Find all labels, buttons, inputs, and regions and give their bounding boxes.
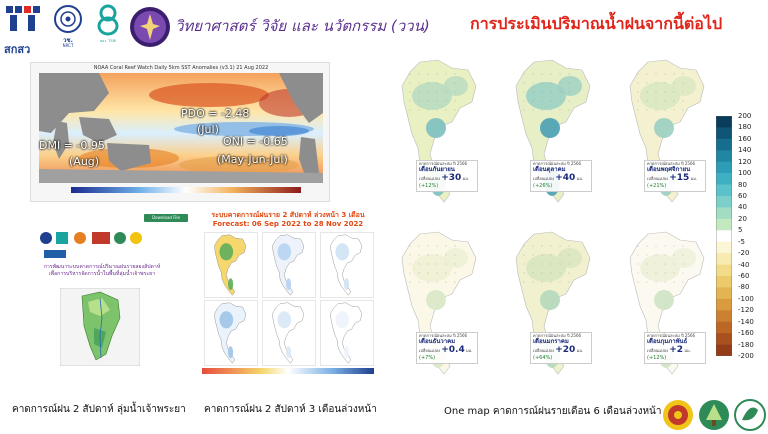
colorbar-swatch — [716, 196, 732, 208]
colorbar-tick-label: 80 — [738, 180, 747, 189]
nrct-logo — [48, 4, 88, 50]
colorbar-tick-label: -80 — [738, 283, 750, 292]
monthly-forecast-legend — [416, 160, 478, 192]
colorbar-tick-label: 160 — [738, 134, 752, 143]
bottom-logos — [662, 398, 766, 432]
legend-change-label: เปลี่ยนแปลง — [647, 348, 668, 354]
nrct-seal-icon — [53, 4, 83, 34]
legend-change-label: เปลี่ยนแปลง — [533, 348, 554, 354]
chao-phraya-basin-map — [60, 288, 140, 366]
caption-left: คาดการณ์ฝน 2 สัปดาห์ ลุ่มน้ำเจ้าพระยา — [12, 404, 186, 415]
legend-percent: (+12%) — [647, 354, 667, 361]
partner-logos — [38, 228, 168, 260]
colorbar-swatch — [716, 230, 732, 242]
legend-percent: (+12%) — [419, 182, 439, 189]
royal-emblem-icon — [663, 400, 693, 430]
legend-percent: (+64%) — [533, 354, 553, 361]
legend-header: คาดการณ์ฝนสะสม ปี 2566 — [647, 333, 696, 338]
two-week-mini-map — [320, 300, 374, 366]
header-logos — [4, 4, 174, 56]
legend-unit: มม. — [576, 348, 584, 354]
colorbar-tick-label: -5 — [738, 237, 745, 246]
two-week-mini-map — [204, 232, 258, 298]
monthly-forecast-legend — [416, 332, 478, 364]
tsri-logo — [4, 4, 42, 56]
colorbar-tick-label: 5 — [738, 226, 743, 235]
colorbar-tick-label: -200 — [738, 352, 754, 360]
colorbar-tick-label: -120 — [738, 306, 754, 315]
colorbar-tick-label: 120 — [738, 157, 752, 166]
caption-mid: คาดการณ์ฝน 2 สัปดาห์ 3 เดือนล่วงหน้า — [204, 404, 377, 415]
nrct-caption: วช. — [63, 37, 73, 44]
ministry-seal-icon — [128, 4, 172, 50]
legend-change-label: เปลี่ยนแปลง — [419, 348, 440, 354]
legend-unit: มม. — [684, 348, 691, 354]
colorbar-tick-label: 180 — [738, 123, 752, 132]
monthly-forecast-legend — [530, 332, 592, 364]
rainfall-colorbar — [716, 116, 732, 356]
legend-month: เดือนมกราคม — [533, 337, 569, 345]
tsri-mark-icon — [4, 4, 42, 38]
legend-unit: มม. — [690, 176, 698, 182]
mini-map-colorbar — [202, 368, 374, 374]
eight-mark-icon — [96, 4, 120, 36]
poster-title — [14, 264, 190, 278]
colorbar-tick-label: 200 — [738, 112, 752, 120]
nrct-sub: NRCT — [62, 43, 74, 48]
tsri-8-caption: สอว. TSRI — [99, 39, 117, 43]
org-abbr: สกสว — [4, 43, 31, 56]
colorbar-tick-label: 140 — [738, 146, 752, 155]
mid-panel-forecast-range: Forecast: 06 Sep 2022 to 28 Nov 2022 — [212, 220, 364, 228]
legend-percent: (+26%) — [533, 182, 553, 189]
colorbar-swatch — [716, 287, 732, 299]
colorbar-swatch — [716, 185, 732, 197]
colorbar-swatch — [716, 162, 732, 174]
poster-title-line2: เพื่อการบริหารจัดการน้ำในพื้นที่ลุ่มน้ำเจ้าพระยา — [48, 270, 156, 277]
monthly-forecast-legend — [530, 160, 592, 192]
tsri-8-logo — [92, 4, 124, 50]
legend-value: +0.4 — [441, 345, 465, 356]
ministry-seal — [128, 4, 172, 50]
colorbar-swatch — [716, 253, 732, 265]
legend-month: เดือนกุมภาพันธ์ — [647, 337, 688, 345]
legend-value: +20 — [555, 345, 576, 356]
slide-title: การประเมินปริมาณน้ำฝนจากนี้ต่อไป — [470, 14, 723, 33]
colorbar-swatch — [716, 116, 732, 128]
colorbar-tick-label: 20 — [738, 214, 747, 223]
colorbar-swatch — [716, 173, 732, 185]
legend-header: คาดการณ์ฝนสะสม ปี 2566 — [533, 161, 582, 166]
two-week-forecast-panel — [198, 210, 378, 376]
colorbar-swatch — [716, 265, 732, 277]
monthly-forecast-legend — [644, 160, 706, 192]
legend-value: +40 — [555, 173, 576, 184]
legend-unit: มม. — [576, 176, 584, 182]
colorbar-tick-label: -40 — [738, 260, 750, 269]
legend-header: คาดการณ์ฝนสะสม ปี 2566 — [533, 333, 582, 338]
mid-panel-title: ระบบคาดการณ์ฝนราย 2 สัปดาห์ ล่วงหน้า 3 เดือน — [211, 211, 365, 219]
two-week-mini-map — [262, 232, 316, 298]
two-week-mini-map — [262, 300, 316, 366]
legend-unit: มม. — [466, 348, 473, 354]
forest-dept-icon — [699, 400, 729, 430]
two-week-mini-map — [204, 300, 258, 366]
colorbar-swatch — [716, 322, 732, 334]
colorbar-tick-label: -100 — [738, 294, 754, 303]
monthly-forecast-legend — [644, 332, 706, 364]
colorbar-swatch — [716, 219, 732, 231]
oni-label: ONI = -0.65 — [223, 135, 288, 148]
sst-anomaly-panel — [30, 62, 330, 202]
colorbar-swatch — [716, 139, 732, 151]
download-badge[interactable]: Download File — [144, 214, 188, 222]
sst-colorbar — [71, 187, 301, 193]
colorbar-tick-label: -60 — [738, 272, 750, 280]
chao-phraya-poster — [10, 212, 190, 370]
colorbar-swatch — [716, 333, 732, 345]
colorbar-tick-label: -160 — [738, 329, 754, 338]
colorbar-tick-label: 40 — [738, 203, 747, 212]
colorbar-swatch — [716, 127, 732, 139]
colorbar-swatch — [716, 207, 732, 219]
caption-right: One map คาดการณ์ฝนรายเดือน 6 เดือนล่วงหน้า — [444, 406, 662, 417]
legend-month: เดือนธันวาคม — [419, 337, 456, 345]
leaf-logo-icon — [735, 400, 765, 430]
dmi-label: DMI = -0.95 — [39, 139, 105, 152]
colorbar-swatch — [716, 345, 732, 356]
poster-title-line1: การพัฒนาระบบคาดการณ์ปริมาณฝนรายสองสัปดาห์ — [43, 264, 161, 270]
colorbar-tick-label: -140 — [738, 317, 754, 326]
pdo-period: (Jul) — [197, 123, 219, 136]
legend-value: +2 — [669, 345, 684, 356]
legend-value: +30 — [441, 173, 462, 184]
legend-unit: มม. — [462, 176, 470, 182]
oni-period: (May-Jun-Jul) — [217, 153, 288, 166]
legend-percent: (+7%) — [419, 354, 436, 361]
colorbar-tick-label: -180 — [738, 340, 754, 349]
legend-header: คาดการณ์ฝนสะสม ปี 2566 — [647, 161, 696, 166]
legend-change-label: เปลี่ยนแปลง — [533, 176, 554, 182]
colorbar-swatch — [716, 242, 732, 254]
colorbar-swatch — [716, 276, 732, 288]
legend-value: +15 — [669, 173, 690, 184]
colorbar-swatch — [716, 299, 732, 311]
legend-change-label: เปลี่ยนแปลง — [647, 176, 668, 182]
colorbar-tick-label: -20 — [738, 249, 750, 258]
pdo-label: PDO = -2.48 — [181, 107, 250, 120]
legend-month: เดือนกันยายน — [419, 165, 455, 173]
colorbar-tick-label: 60 — [738, 192, 747, 200]
org-name: วิทยาศาสตร์ วิจัย และ นวัตกรรม (ววน) — [175, 17, 430, 35]
dmi-period: (Aug) — [69, 155, 100, 168]
colorbar-swatch — [716, 150, 732, 162]
legend-change-label: เปลี่ยนแปลง — [419, 176, 440, 182]
legend-header: คาดการณ์ฝนสะสม ปี 2566 — [419, 333, 468, 338]
legend-header: คาดการณ์ฝนสะสม ปี 2566 — [419, 161, 468, 166]
sst-title: NOAA Coral Reef Watch Daily 5km SST Anomalies (v3.1) 21 Aug 2022 — [93, 65, 269, 71]
two-week-mini-map — [320, 232, 374, 298]
colorbar-tick-label: 100 — [738, 169, 752, 178]
legend-month: เดือนพฤศจิกายน — [647, 165, 691, 173]
legend-month: เดือนตุลาคม — [533, 165, 566, 173]
colorbar-swatch — [716, 310, 732, 322]
legend-percent: (+21%) — [647, 182, 667, 189]
